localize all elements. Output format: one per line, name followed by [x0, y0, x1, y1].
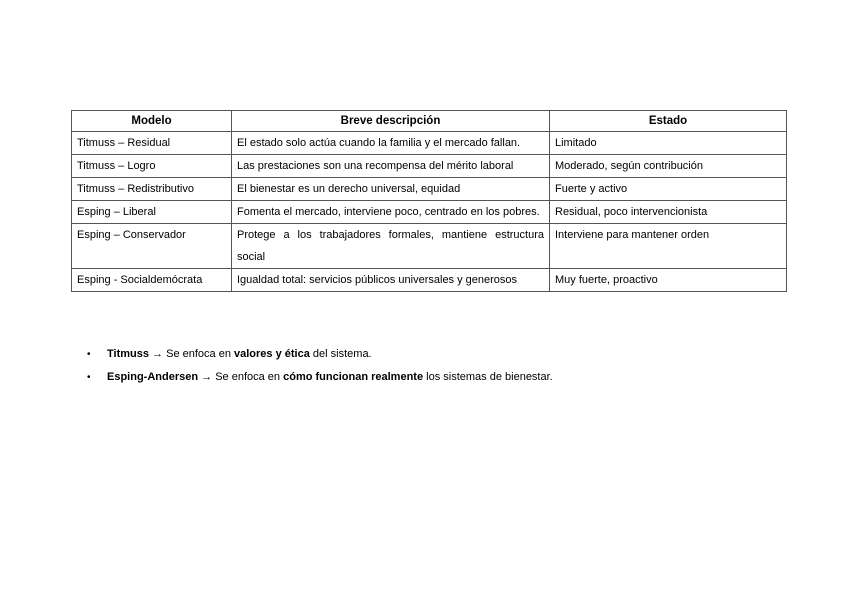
notes-list: [86, 343, 553, 389]
cell-estado: Limitado: [550, 132, 787, 155]
cell-modelo: Esping - Socialdemócrata: [72, 269, 232, 292]
table-row: [72, 201, 787, 224]
cell-modelo: Titmuss – Residual: [72, 132, 232, 155]
list-item: [86, 343, 553, 366]
cell-descripcion: Igualdad total: servicios públicos universales y generosos: [232, 269, 550, 292]
header-estado: Estado: [550, 111, 787, 132]
table-row: [72, 132, 787, 155]
list-item: [86, 366, 553, 389]
cell-modelo: Esping – Liberal: [72, 201, 232, 224]
cell-estado: Muy fuerte, proactivo: [550, 269, 787, 292]
cell-estado: Residual, poco intervencionista: [550, 201, 787, 224]
cell-estado: Fuerte y activo: [550, 178, 787, 201]
cell-descripcion: Fomenta el mercado, interviene poco, centrado en los pobres.: [232, 201, 550, 224]
note-text: del sistema.: [312, 348, 372, 360]
cell-modelo: Titmuss – Redistributivo: [72, 178, 232, 201]
bullet-icon: •: [87, 372, 91, 383]
note-text: los sistemas de bienestar.: [426, 371, 553, 383]
table-row: [72, 224, 787, 269]
note-text: Se enfoca en: [215, 371, 281, 383]
bullet-icon: •: [87, 349, 91, 360]
arrow-right-icon: →: [201, 371, 213, 383]
table-row: [72, 155, 787, 178]
cell-estado: Moderado, según contribución: [550, 155, 787, 178]
table-row: [72, 269, 787, 292]
header-modelo: Modelo: [72, 111, 232, 132]
note-author: Esping-Andersen: [107, 371, 199, 383]
models-table: [71, 110, 787, 292]
cell-descripcion: El bienestar es un derecho universal, equidad: [232, 178, 550, 201]
cell-estado: Interviene para mantener orden: [550, 224, 787, 269]
cell-descripcion: El estado solo actúa cuando la familia y el mercado fallan.: [232, 132, 550, 155]
note-emphasis: valores y ética: [234, 348, 310, 360]
cell-modelo: Titmuss – Logro: [72, 155, 232, 178]
note-author: Titmuss: [107, 348, 149, 360]
table-header-row: [72, 111, 787, 132]
cell-descripcion: Las prestaciones son una recompensa del mérito laboral: [232, 155, 550, 178]
note-emphasis: cómo funcionan realmente: [283, 371, 424, 383]
table-row: [72, 178, 787, 201]
note-text: Se enfoca en: [166, 348, 231, 360]
cell-modelo: Esping – Conservador: [72, 224, 232, 269]
arrow-right-icon: →: [152, 348, 164, 360]
header-descripcion: Breve descripción: [232, 111, 550, 132]
cell-descripcion: Protege a los trabajadores formales, mantiene estructura social: [232, 224, 550, 269]
